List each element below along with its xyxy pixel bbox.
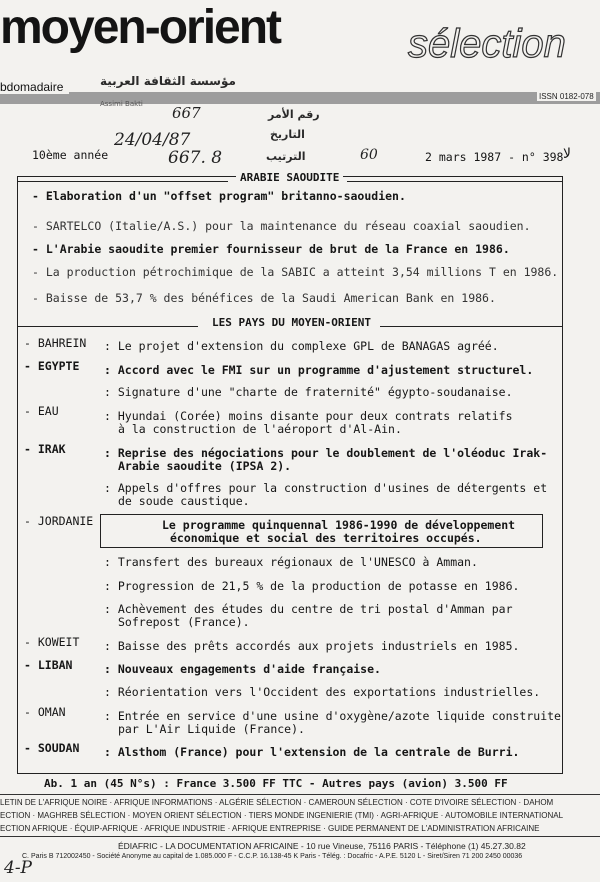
arabic-label-2: التاريخ (270, 128, 305, 141)
list-item: : Achèvement des études du centre de tri postal d'Amman par (104, 602, 513, 616)
list-item-boxed: Le programme quinquennal 1986-1990 de développement (162, 518, 516, 532)
section-title-pays: LES PAYS DU MOYEN-ORIENT (208, 316, 375, 329)
list-item: : Nouveaux engagements d'aide française. (104, 662, 381, 676)
footer-legal: C. Paris B 712002450 - Société Anonyme au capital de 1.085.000 F - C.C.P. 16.138-45 K Paris - Télég. : Docafric - A.P.E. 5120 L - Siret/Siren 71 200 2450 00036 (22, 853, 523, 860)
list-item-continued: de soude caustique. (118, 494, 250, 508)
footer-publisher: ÉDIAFRIC - LA DOCUMENTATION AFRICAINE - 10 rue Vineuse, 75116 PARIS - Téléphone (1) 45.27.30.82 (118, 841, 526, 851)
list-item: : Réorientation vers l'Occident des exportations industrielles. (104, 685, 541, 699)
list-item: - La production pétrochimique de la SABIC a atteint 3,54 millions T en 1986. (32, 265, 559, 279)
list-item: : Transfert des bureaux régionaux de l'UNESCO à Amman. (104, 555, 478, 569)
masthead-title: moyen-orient (0, 1, 281, 54)
handwritten-ref-1: 667 (172, 104, 201, 122)
list-item-boxed-continued: économique et social des territoires occupés. (170, 531, 482, 545)
frequency-label: bdomadaire (0, 80, 69, 94)
footer-publications-3: ECTION AFRIQUE · ÉQUIP-AFRIQUE · AFRIQUE INDUSTRIE · AFRIQUE ENTREPRISE · GUIDE PERMANENT DE L'ADMINISTRATION AFRICAINE (0, 824, 540, 833)
country-label: - JORDANIE (24, 514, 94, 528)
country-label: - IRAK (24, 442, 66, 456)
list-item: : Le projet d'extension du complexe GPL de BANAGAS agréé. (104, 339, 499, 353)
arabic-label-1: رقم الأمر (268, 108, 320, 121)
list-item: : Reprise des négociations pour le doublement de l'oléoduc Irak- (104, 446, 548, 460)
country-label: - SOUDAN (24, 741, 80, 755)
country-label: - EGYPTE (24, 359, 80, 373)
footer-publications-2: ECTION · MAGHREB SÉLECTION · MOYEN ORIENT SÉLECTION · TIERS MONDE INGENIERIE (TMI) · AGRI-AFRIQUE · AUTOMOBILE INTERNATIONAL (0, 811, 564, 820)
country-label: - EAU (24, 404, 59, 418)
list-item: : Alsthom (France) pour l'extension de la centrale de Burri. (104, 745, 520, 759)
country-label: - OMAN (24, 705, 66, 719)
list-item: : Entrée en service d'une usine d'oxygène/azote liquide construite (104, 709, 561, 723)
footer-publications-1: LETIN DE L'AFRIQUE NOIRE · AFRIQUE INFORMATIONS · ALGÉRIE SÉLECTION · CAMEROUN SÉLECTION · COTE D'IVOIRE SÉLECTION · DAHOM (0, 798, 554, 807)
subscription-line: Ab. 1 an (45 N°s) : France 3.500 FF TTC - Autres pays (avion) 3.500 FF (44, 777, 508, 790)
stamp-small-text: Assimi Bakti (100, 100, 143, 108)
handwritten-ref-3: 667. 8 (168, 148, 223, 168)
list-item: : Accord avec le FMI sur un programme d'ajustement structurel. (104, 363, 534, 377)
list-item-continued: à la construction de l'aéroport d'Al-Ain. (118, 422, 402, 436)
issn: ISSN 0182-078 (539, 92, 594, 101)
list-item: : Hyundai (Corée) moins disante pour deux contrats relatifs (104, 409, 513, 423)
masthead-edition: sélection (408, 22, 566, 66)
country-label: - BAHREIN (24, 336, 87, 350)
handwritten-issue-mark: ﻟﺎ (563, 146, 571, 162)
arabic-label-3: الترتيب (266, 150, 306, 163)
arabic-stamp: مؤسسة الثقافة العربية (100, 74, 236, 88)
handwritten-ref-2: 24/04/87 (114, 130, 191, 150)
list-item: - SARTELCO (Italie/A.S.) pour la maintenance du réseau coaxial saoudien. (32, 219, 531, 233)
year-label: 10ème année (32, 148, 109, 162)
list-item: : Baisse des prêts accordés aux projets industriels en 1985. (104, 639, 520, 653)
list-item: : Progression de 21,5 % de la production de potasse en 1986. (104, 579, 520, 593)
list-item: - L'Arabie saoudite premier fournisseur de brut de la France en 1986. (32, 242, 510, 256)
list-item: : Appels d'offres pour la construction d'usines de détergents et (104, 481, 548, 495)
country-label: - LIBAN (24, 658, 73, 672)
masthead-rule (0, 92, 600, 104)
issue-date: 2 mars 1987 - n° 398 (425, 150, 564, 164)
handwritten-signature: 4-P (4, 858, 32, 878)
list-item-continued: Arabie saoudite (IPSA 2). (118, 459, 292, 473)
section-title-arabie: ARABIE SAOUDITE (236, 171, 343, 184)
list-item-continued: Sofrepost (France). (118, 615, 250, 629)
handwritten-page: 60 (360, 147, 378, 163)
list-item: - Elaboration d'un "offset program" britanno-saoudien. (32, 189, 406, 203)
list-item: - Baisse de 53,7 % des bénéfices de la Saudi American Bank en 1986. (32, 291, 496, 305)
list-item: : Signature d'une "charte de fraternité" égypto-soudanaise. (104, 385, 513, 399)
country-label: - KOWEIT (24, 635, 80, 649)
list-item-continued: par L'Air Liquide (France). (118, 722, 305, 736)
